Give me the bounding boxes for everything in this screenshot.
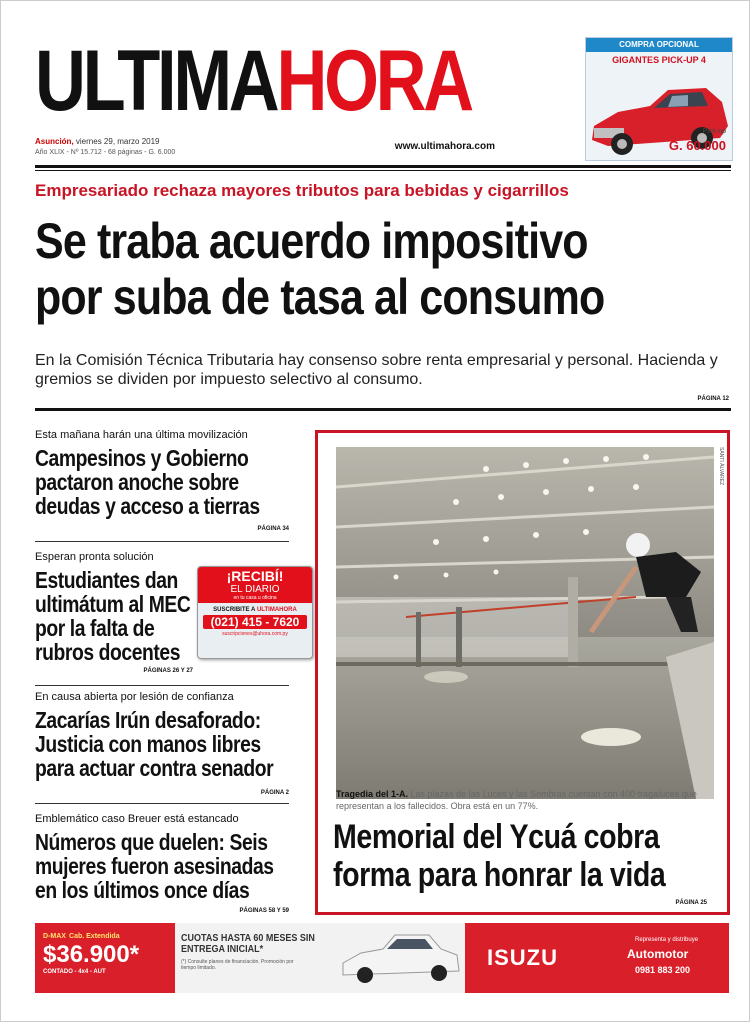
subscription-header [198,567,312,603]
section-rule [35,408,731,411]
story-page-ref: PÁGINA 2 [260,790,289,796]
newspaper-logo[interactable] [35,31,471,131]
ad-conditions: CONTADO - 4x4 - AUT [43,969,106,975]
promo-pickup-label: Pick-up [702,128,726,135]
lead-deck: En la Comisión Técnica Tributaria hay consenso sobre renta empresarial y personal. Hacienda y gremios se dividen por impuesto selectivo al consumo. [35,352,718,388]
subscription-badge[interactable] [197,566,313,659]
subscription-line: SUSCRIBITE A ULTIMAHORA [213,607,297,613]
ad-phone[interactable]: 0981 883 200 [635,965,691,975]
masthead-rule [35,165,731,168]
ad-price-block [35,923,175,993]
story-separator [35,541,289,542]
story-campesinos[interactable] [35,428,293,538]
story-kicker: Esperan pronta solución [35,551,154,563]
subscription-small: en tu casa u oficina [233,595,277,601]
subscription-title: ¡RECIBÍ! [226,568,284,584]
automotor-logo: Automotor [627,947,689,961]
story-numeros-que-duelen[interactable] [35,812,293,922]
subscription-email[interactable]: suscripciones@uhora.com.py [222,631,288,637]
promo-title: GIGANTES PICK-UP 4 [612,55,706,65]
isuzu-advertisement[interactable] [35,923,729,993]
feature-memorial-ycua[interactable] [315,430,730,915]
white-pickup-truck-icon [335,923,465,993]
story-headline: Zacarías Irún desaforado: Justicia con manos libres para actuar contra senador [35,707,274,781]
story-kicker: En causa abierta por lesión de confianza [35,691,234,703]
ad-brand-block [465,923,729,993]
story-headline: Estudiantes dan ultimátum al MEC por la falta de rubros docentes [35,567,191,665]
photo-credit: SANTI ÁLVAREZ [718,447,724,486]
story-kicker: Emblemático caso Breuer está estancado [35,813,239,825]
masthead-rule-thin [35,170,731,171]
masthead [35,31,505,156]
story-headline: Campesinos y Gobierno pactaron anoche sobre deudas y acceso a tierras [35,445,260,519]
subscription-phone[interactable]: (021) 415 - 7620 [203,615,307,629]
story-separator [35,685,289,686]
feature-headline: Memorial del Ycuá cobra forma para honrar la vida [333,818,666,894]
lead-headline[interactable] [35,213,740,325]
story-kicker: Esta mañana harán una última movilización [35,429,248,441]
lead-kicker: Empresariado rechaza mayores tributos para bebidas y cigarrillos [35,181,569,200]
edition-date: Asunción, viernes 29, marzo 2019 [35,137,160,146]
ad-price: $36.900* [43,941,140,968]
lead-page-ref: PÁGINA 12 [697,396,729,402]
feature-caption: Tragedia del 1-A. Las plazas de las Luces y las Sombras cuentan con 400 tragaluces que representan a los fallecidos. Obra está en un 77%. [336,789,697,811]
edition-meta: Año XLIX - Nº 15.712 - 68 páginas - G. 6.000 [35,149,176,156]
ad-financing [175,923,335,993]
lead-headline-line2: por suba de tasa al consumo [35,269,605,325]
website-url[interactable]: www.ultimahora.com [394,141,495,152]
promo-price: G. 60.000 [668,138,726,153]
story-page-ref: PÁGINA 34 [257,526,289,532]
construction-site-illustration [336,447,714,799]
promo-label: COMPRA OPCIONAL [586,38,732,52]
ad-distributor-label: Representa y distribuye [635,937,699,943]
logo-part-ultima: ULTIMA [35,33,277,129]
story-headline: Números que duelen: Seis mujeres fueron asesinadas en los últimos once días [35,829,274,903]
memorial-construction-photo[interactable] [336,447,714,799]
story-page-ref: PÁGINAS 58 Y 59 [239,908,289,914]
ad-financing-note: (*) Consulte planes de financiación. Promoción por tiempo limitado. [181,959,294,971]
lead-headline-line1: Se traba acuerdo impositivo [35,213,588,269]
story-separator [35,803,289,804]
ad-model: D-MAX Cab. Extendida [43,933,120,940]
pickup-promo[interactable] [585,37,733,161]
subscription-subtitle: EL DIARIO [230,584,280,595]
feature-page-ref: PÁGINA 25 [675,900,707,906]
ad-quota-text: CUOTAS HASTA 60 MESES SIN ENTREGA INICIAL* [181,933,315,955]
logo-part-hora: HORA [276,33,471,129]
story-zacarias-irun[interactable] [35,690,293,800]
isuzu-logo: ISUZU [487,945,558,970]
story-page-ref: PÁGINAS 26 Y 27 [143,668,193,674]
